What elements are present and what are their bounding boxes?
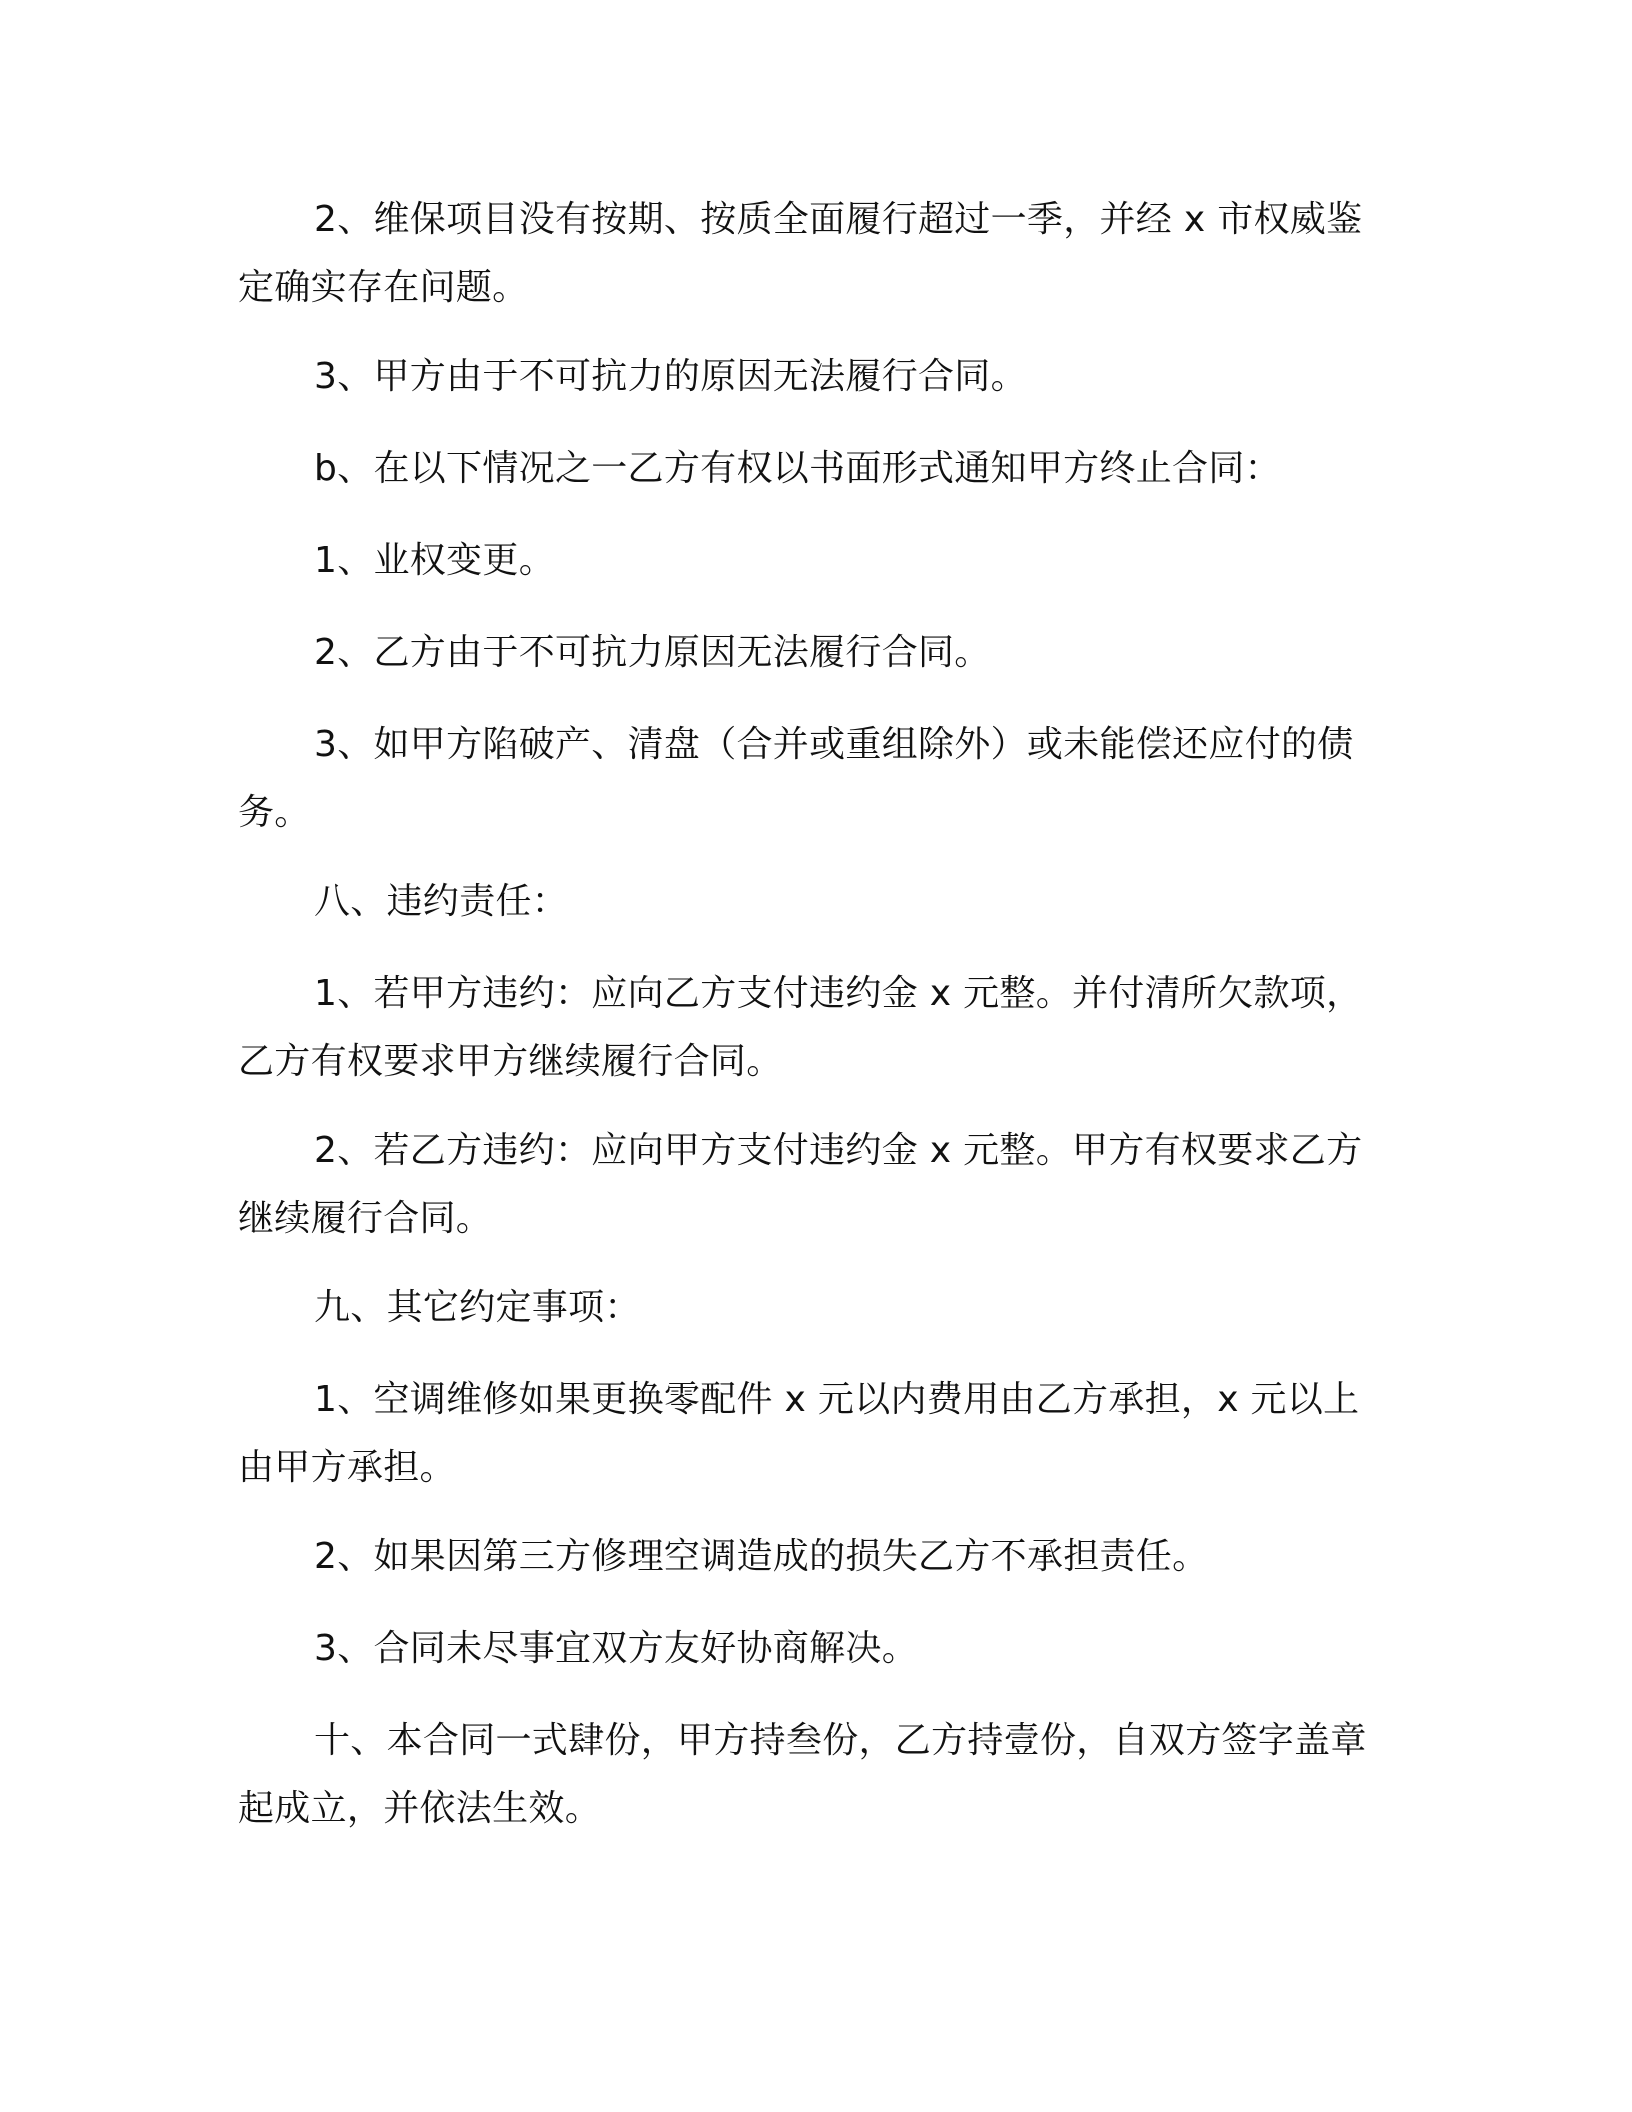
paragraph-party-b-clause-3: 3、如甲方陷破产、清盘（合并或重组除外）或未能偿还应付的债务。 (238, 724, 1354, 833)
paragraph-party-b-clause-2: 2、乙方由于不可抗力原因无法履行合同。 (314, 632, 991, 673)
paragraph-other-matters-2: 2、如果因第三方修理空调造成的损失乙方不承担责任。 (314, 1536, 1209, 1577)
paragraph-termination-clause-2: 2、维保项目没有按期、按质全面履行超过一季，并经 x 市权威鉴定确实存在问题。 (238, 199, 1363, 308)
paragraph-other-matters-3: 3、合同未尽事宜双方友好协商解决。 (314, 1628, 919, 1669)
paragraph-contract-copies: 十、本合同一式肆份，甲方持叁份，乙方持壹份，自双方签字盖章起成立，并依法生效。 (238, 1720, 1367, 1829)
paragraph-termination-clause-3: 3、甲方由于不可抗力的原因无法履行合同。 (314, 356, 1027, 397)
paragraph-party-b-clause-1: 1、业权变更。 (314, 540, 556, 581)
document-body (238, 186, 1386, 1864)
section-heading-breach-liability: 八、违约责任： (314, 881, 569, 922)
paragraph-breach-party-a: 1、若甲方违约：应向乙方支付违约金 x 元整。并付清所欠款项，乙方有权要求甲方继续履行合同。 (238, 973, 1363, 1082)
paragraph-party-b-termination-heading: b、在以下情况之一乙方有权以书面形式通知甲方终止合同： (314, 448, 1281, 489)
section-heading-other-matters: 九、其它约定事项： (314, 1287, 641, 1328)
paragraph-breach-party-b: 2、若乙方违约：应向甲方支付违约金 x 元整。甲方有权要求乙方继续履行合同。 (238, 1130, 1363, 1239)
paragraph-other-matters-1: 1、空调维修如果更换零配件 x 元以内费用由乙方承担，x 元以上由甲方承担。 (238, 1379, 1360, 1488)
